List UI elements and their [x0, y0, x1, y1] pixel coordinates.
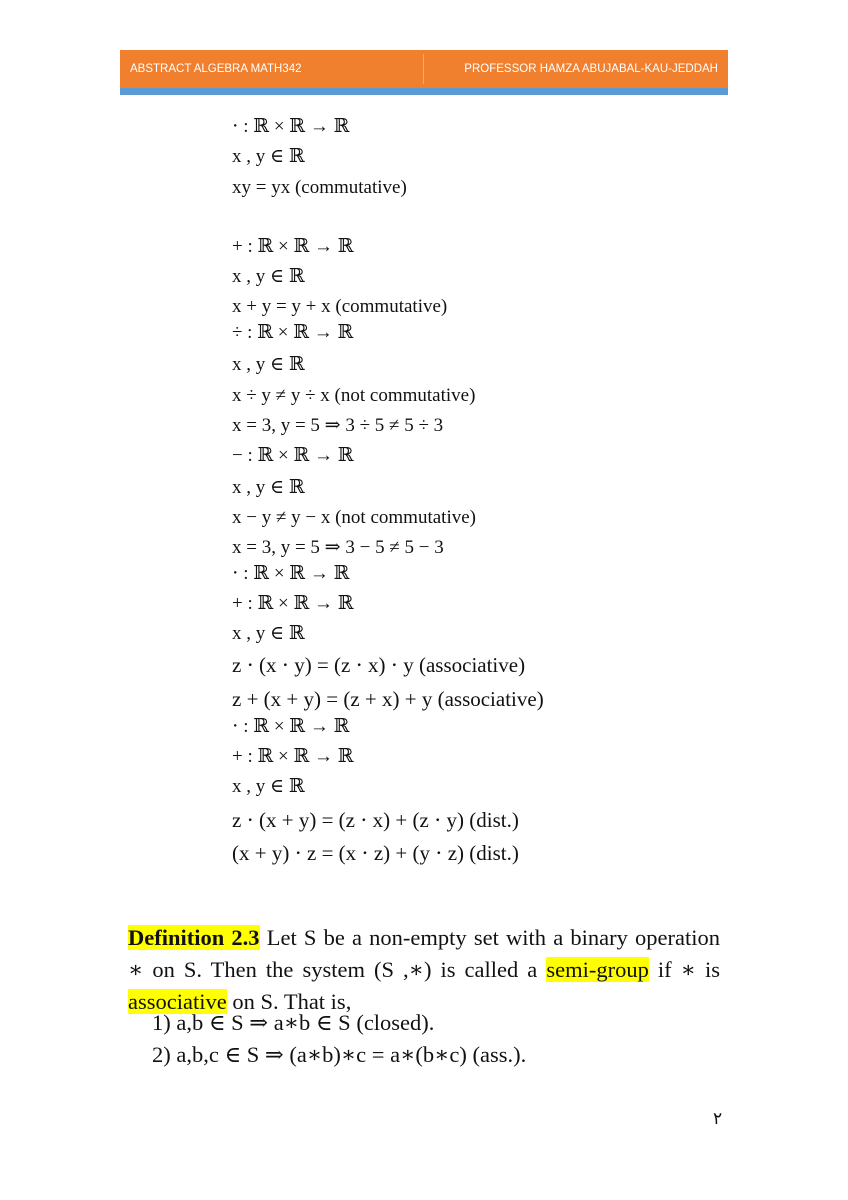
math-line: x , y ∈ ℝ: [232, 477, 305, 498]
math-line: z ⋅ (x + y) = (z ⋅ x) + (z ⋅ y) (dist.): [232, 808, 519, 832]
definition-title: Definition 2.3: [128, 925, 260, 950]
header-author: PROFESSOR HAMZA ABUJABAL-KAU-JEDDAH: [464, 63, 718, 75]
header-accent-bar: [120, 88, 728, 95]
math-line: x , y ∈ ℝ: [232, 266, 305, 287]
math-line: xy = yx (commutative): [232, 177, 407, 198]
math-line: + : ℝ × ℝ → ℝ: [232, 746, 354, 767]
definition-term-semigroup: semi-group: [546, 957, 649, 982]
math-line: ⋅ : ℝ × ℝ → ℝ: [232, 116, 350, 137]
math-line: ⋅ : ℝ × ℝ → ℝ: [232, 716, 350, 737]
math-line: x , y ∈ ℝ: [232, 146, 305, 167]
math-line: ÷ : ℝ × ℝ → ℝ: [232, 322, 354, 343]
math-line: x ÷ y ≠ y ÷ x (not commutative): [232, 385, 476, 406]
header-divider: [423, 54, 424, 84]
definition-text: if ∗ is: [648, 957, 720, 982]
definition-condition-closed: 1) a,b ∈ S ⇒ a∗b ∈ S (closed).: [152, 1010, 435, 1035]
definition-text: Let S be a non-empty set with a binary operation ∗ on S. Then the system (S ,∗) is called a: [128, 925, 720, 982]
math-line: ⋅ : ℝ × ℝ → ℝ: [232, 563, 350, 584]
math-line: + : ℝ × ℝ → ℝ: [232, 593, 354, 614]
math-line: x = 3, y = 5 ⇒ 3 − 5 ≠ 5 − 3: [232, 537, 444, 558]
math-line: (x + y) ⋅ z = (x ⋅ z) + (y ⋅ z) (dist.): [232, 841, 519, 865]
page-number: ٢: [713, 1109, 723, 1129]
definition-text: on S. That is,: [226, 989, 352, 1014]
definition-paragraph: [128, 922, 720, 1018]
header-course-title: ABSTRACT ALGEBRA MATH342: [130, 63, 302, 75]
math-line: x − y ≠ y − x (not commutative): [232, 507, 476, 528]
page-header: [120, 50, 728, 88]
definition-term-associative: associative: [128, 989, 227, 1014]
math-line: x = 3, y = 5 ⇒ 3 ÷ 5 ≠ 5 ÷ 3: [232, 415, 444, 436]
math-line: x , y ∈ ℝ: [232, 776, 305, 797]
math-line: + : ℝ × ℝ → ℝ: [232, 236, 354, 257]
math-line: x , y ∈ ℝ: [232, 623, 305, 644]
math-line: − : ℝ × ℝ → ℝ: [232, 445, 354, 466]
math-line: x , y ∈ ℝ: [232, 354, 305, 375]
math-line: x + y = y + x (commutative): [232, 296, 448, 317]
math-line: z + (x + y) = (z + x) + y (associative): [232, 687, 544, 711]
definition-condition-associative: 2) a,b,c ∈ S ⇒ (a∗b)∗c = a∗(b∗c) (ass.).: [152, 1042, 527, 1067]
math-line: z ⋅ (x ⋅ y) = (z ⋅ x) ⋅ y (associative): [232, 653, 526, 677]
